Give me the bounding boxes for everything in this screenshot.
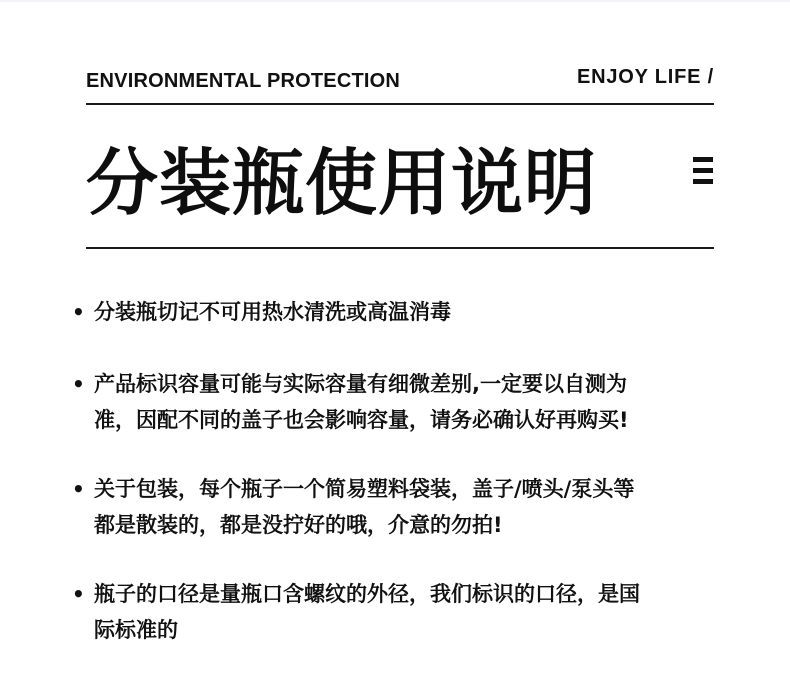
brand-tagline-right: ENJOY LIFE /	[576, 66, 714, 88]
top-edge-rule	[0, 0, 790, 2]
note-line: 准，因配不同的盖子也会影响容量，请务必确认好再购买!	[94, 408, 629, 432]
title-divider	[86, 247, 714, 249]
menu-bar	[693, 168, 713, 173]
bullet-icon: •	[72, 372, 85, 396]
usage-note	[72, 366, 732, 438]
note-line: 产品标识容量可能与实际容量有细微差别,一定要以自测为	[94, 372, 627, 396]
header-row	[86, 66, 714, 96]
menu-bar	[693, 157, 713, 162]
note-line: 际标准的	[94, 618, 178, 642]
note-line: 瓶子的口径是量瓶口含螺纹的外径，我们标识的口径，是国	[94, 582, 640, 606]
page-title: 分装瓶使用说明	[86, 141, 598, 225]
usage-note	[72, 471, 732, 543]
usage-note	[72, 294, 732, 330]
note-line: 关于包装，每个瓶子一个简易塑料袋装，盖子/喷头/泵头等	[94, 477, 635, 501]
menu-bar	[693, 179, 713, 184]
bullet-icon: •	[72, 477, 85, 501]
note-line: 都是散装的，都是没拧好的哦，介意的勿拍!	[94, 513, 503, 537]
bullet-icon: •	[72, 300, 85, 324]
brand-tagline-left: ENVIRONMENTAL PROTECTION	[86, 70, 401, 92]
usage-note	[72, 576, 732, 648]
header-divider	[86, 103, 714, 105]
note-line: 分装瓶切记不可用热水清洗或高温消毒	[94, 300, 451, 324]
menu-bars-icon	[693, 157, 713, 185]
usage-notes-list	[72, 294, 732, 648]
bullet-icon: •	[72, 582, 85, 606]
